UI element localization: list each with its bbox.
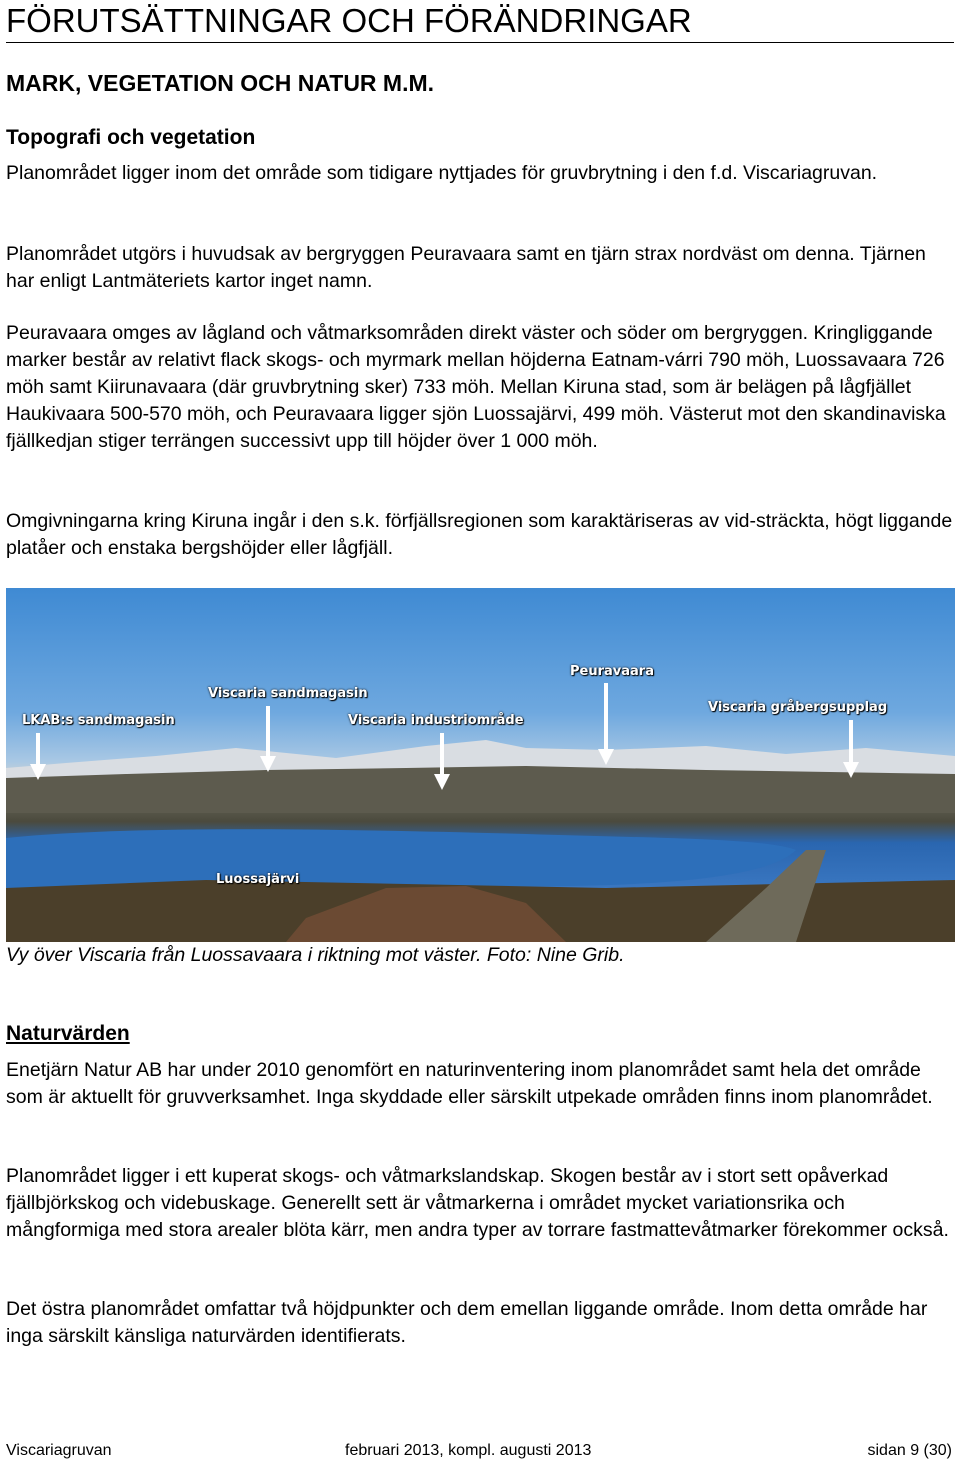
label-luossajarvi: Luossajärvi	[216, 872, 300, 887]
footer-date: februari 2013, kompl. augusti 2013	[345, 1442, 592, 1459]
landscape-photo	[6, 588, 955, 942]
topography-paragraph-4: Omgivningarna kring Kiruna ingår i den s.k. förfjällsregionen som karaktäriseras av vid-sträckta, högt liggande platåer och enstaka bergshöjder eller lågfjäll.	[6, 510, 953, 559]
label-viscaria-industriomrade: Viscaria industriområde	[348, 713, 524, 728]
photo-arrows	[6, 588, 955, 942]
naturvarden-paragraph-1: Enetjärn Natur AB har under 2010 genomfört en naturinventering inom planområdet samt hela det område som är aktuellt för gruvverksamhet. Inga skyddade eller särskilt utpekade områden finns inom planområdet.	[6, 1059, 933, 1108]
page-title: FÖRUTSÄTTNINGAR OCH FÖRÄNDRINGAR	[6, 2, 954, 43]
naturvarden-paragraph-2: Planområdet ligger i ett kuperat skogs- och våtmarkslandskap. Skogen består av i stort sett opåverkad fjällbjörkskog och videbuskage. Generellt sett är våtmarkerna i området mycket variationsrika och mångformiga med stora arealer blöta kärr, men andra typer av torrare fastmattevåtmarker förekommer också.	[6, 1165, 949, 1241]
naturvarden-paragraph-3: Det östra planområdet omfattar två höjdpunkter och dem emellan liggande område. Inom detta område har inga särskilt känsliga naturvärden identifierats.	[6, 1298, 928, 1347]
section-heading: MARK, VEGETATION OCH NATUR M.M.	[6, 70, 435, 96]
footer-page-number: sidan 9 (30)	[867, 1442, 952, 1459]
label-peuravaara: Peuravaara	[570, 664, 654, 679]
footer-left: Viscariagruvan	[6, 1442, 112, 1459]
topography-paragraph-3: Peuravaara omges av lågland och våtmarksområden direkt väster och söder om bergryggen. Kringliggande marker består av relativt flack skogs- och myrmark mellan höjderna Eatnam-várri 790 möh, Luossavaara 726 möh samt Kiirunavaara (där gruvbrytning sker) 733 möh. Mellan Kiruna stad, som är belägen på lågfjället Haukivaara 500-570 möh, och Peuravaara ligger sjön Luossajärvi, 499 möh. Västerut mot den skandinaviska fjällkedjan stiger terrängen successivt upp till höjder över 1 000 möh.	[6, 322, 946, 452]
naturvarden-heading: Naturvärden	[6, 1022, 130, 1045]
topography-paragraph-2: Planområdet utgörs i huvudsak av bergryggen Peuravaara samt en tjärn strax nordväst om denna. Tjärnen har enligt Lantmäteriets kartor inget namn.	[6, 243, 926, 292]
photo-caption: Vy över Viscaria från Luossavaara i riktning mot väster. Foto: Nine Grib.	[6, 944, 625, 966]
label-viscaria-sandmagasin: Viscaria sandmagasin	[208, 686, 368, 701]
label-viscaria-grabergsupplag: Viscaria gråbergsupplag	[708, 700, 888, 715]
subsection-heading: Topografi och vegetation	[6, 126, 256, 149]
label-lkab-sandmagasin: LKAB:s sandmagasin	[22, 713, 175, 728]
topography-paragraph-1: Planområdet ligger inom det område som tidigare nyttjades för gruvbrytning i den f.d. Viscariagruvan.	[6, 162, 878, 184]
